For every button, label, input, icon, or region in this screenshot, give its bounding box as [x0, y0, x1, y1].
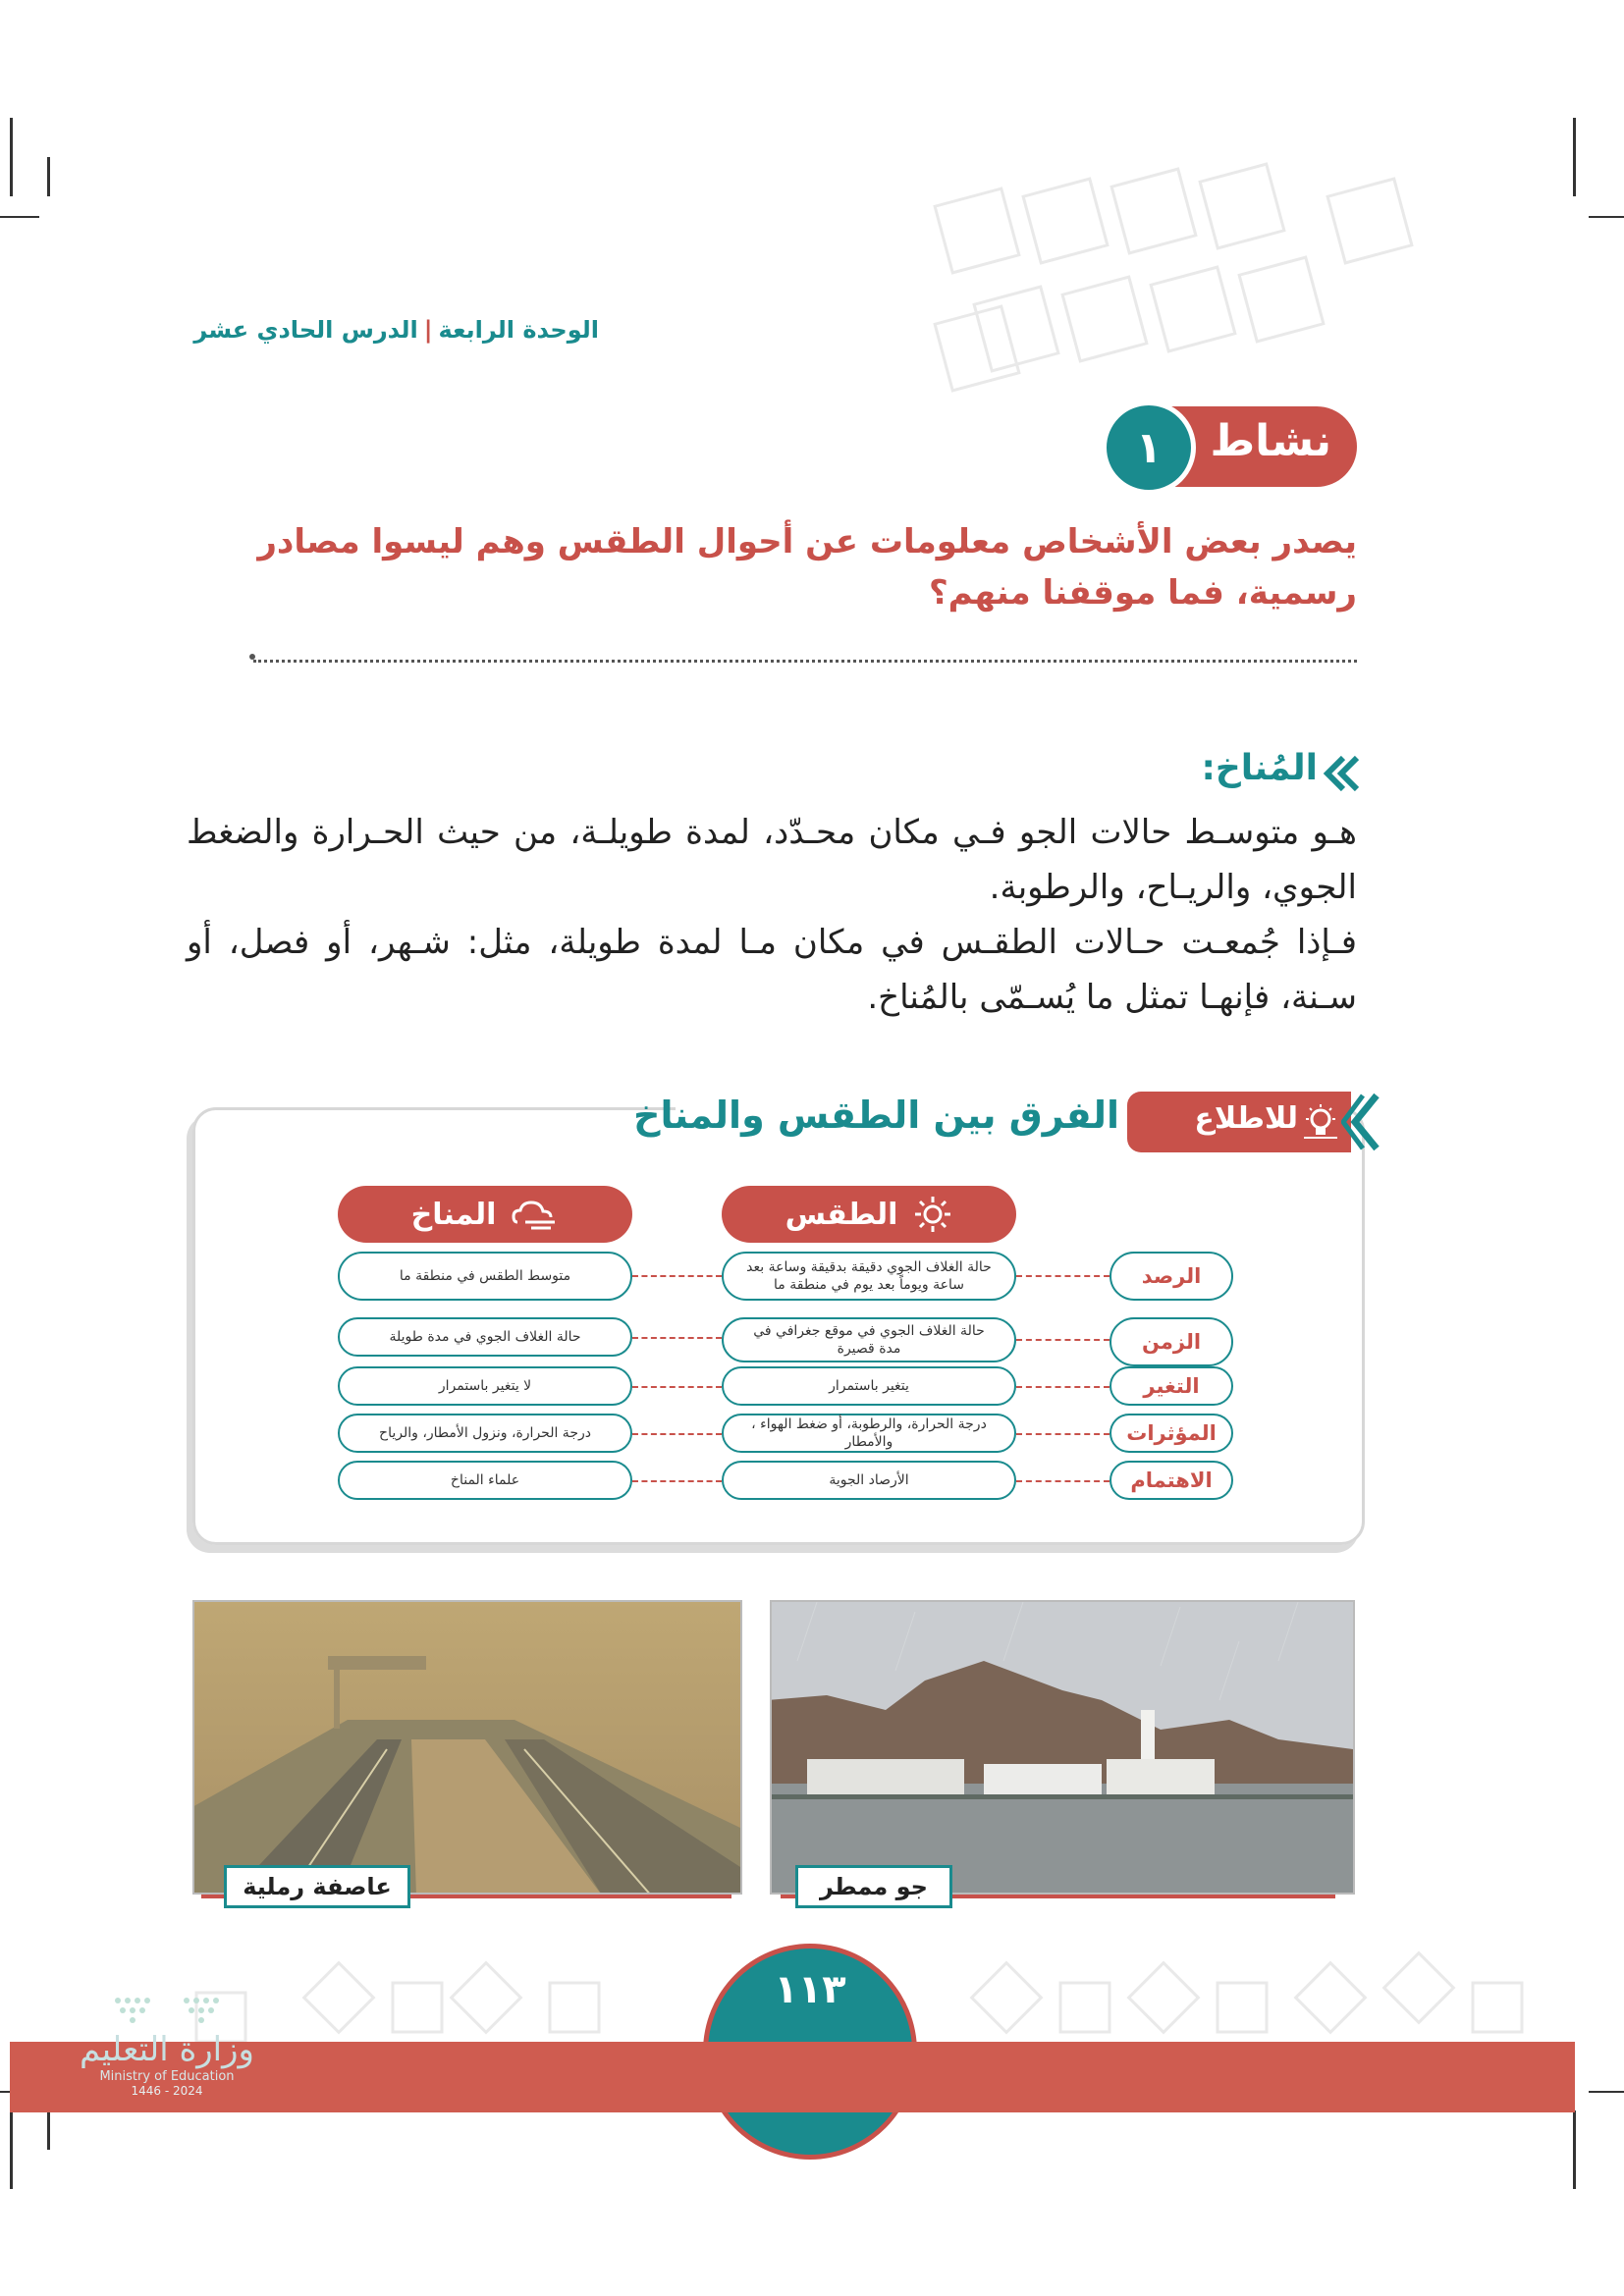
breadcrumb-separator: |	[423, 316, 433, 344]
rainy-caption: جو ممطر	[795, 1865, 952, 1908]
weather-cell: حالة الغلاف الجوي دقيقة بدقيقة وساعة بعد ساعة ويوماً بعد يوم في منطقة ما	[722, 1252, 1016, 1301]
crop-mark	[10, 118, 13, 196]
info-box-title: الفرق بين الطقس والمناخ	[633, 1094, 1119, 1137]
crop-mark	[1573, 2110, 1576, 2189]
definition-paragraph: فـإذا جُمعـت حـالات الطقـس في مكان مـا لمدة طويلة، مثل: شـهر، أو فصل، أو سـنة، فإنهـا تمثل ما يُسـمّى بالمُناخ.	[187, 923, 1357, 1017]
rainy-photo	[770, 1600, 1355, 1895]
crop-mark	[0, 216, 39, 218]
sandstorm-caption: عاصفة رملية	[224, 1865, 410, 1908]
breadcrumb-lesson: الدرس الحادي عشر	[193, 316, 418, 344]
weather-column-header	[722, 1186, 1016, 1243]
ministry-year: 2024 - 1446	[131, 2084, 203, 2098]
page-number: ١١٣	[774, 1967, 846, 2012]
crop-mark	[1573, 118, 1576, 196]
sandstorm-photo	[192, 1600, 742, 1895]
row-label: الرصد	[1110, 1252, 1233, 1301]
rainy-image	[770, 1602, 1353, 1895]
answer-line[interactable]	[253, 660, 1357, 663]
ministry-subtitle: Ministry of Education	[99, 2069, 235, 2084]
breadcrumb	[187, 316, 599, 344]
activity-label: نشاط	[1210, 416, 1331, 466]
crop-mark	[1589, 2091, 1624, 2093]
row-label: المؤثرات	[1110, 1414, 1233, 1453]
row-label: التغير	[1110, 1366, 1233, 1406]
double-chevron-icon	[1322, 756, 1359, 791]
activity-number: ١	[1102, 400, 1196, 495]
weather-cell: الأرصاد الجوية	[722, 1461, 1016, 1500]
ministry-name: وزارة التعليم	[80, 2030, 254, 2069]
crop-mark	[47, 157, 50, 196]
climate-cell: حالة الغلاف الجوي في مدة طويلة	[338, 1317, 632, 1357]
connector-line	[632, 1433, 722, 1435]
lightbulb-icon	[1302, 1103, 1339, 1141]
crop-mark	[10, 2110, 13, 2189]
weather-cell: درجة الحرارة، والرطوبة، أو ضغط الهواء ، والأمطار	[722, 1414, 1016, 1453]
sandstorm-image	[192, 1602, 740, 1895]
info-tab-label: للاطلاع	[1194, 1101, 1298, 1136]
climate-header-label: المناخ	[410, 1197, 497, 1232]
connector-line	[1016, 1480, 1110, 1482]
ministry-dots-icon	[88, 1993, 245, 2026]
activity-question: يصدر بعض الأشخاص معلومات عن أحوال الطقس وهم ليسوا مصادر رسمية، فما موقفنا منهم؟	[257, 522, 1357, 613]
connector-line	[1016, 1433, 1110, 1435]
climate-column-header	[338, 1186, 632, 1243]
climate-cell: متوسط الطقس في منطقة ما	[338, 1252, 632, 1301]
answer-line-end	[249, 654, 255, 660]
climate-cell: درجة الحرارة، ونزول الأمطار، والرياح	[338, 1414, 632, 1453]
double-chevron-icon	[1341, 1092, 1380, 1152]
weather-header-label: الطقس	[785, 1197, 898, 1232]
definition-paragraph: هـو متوسـط حالات الجو فـي مكان محـدّد، لمدة طويلـة، من حيث الحـرارة والضغط الجوي، والريـاح، والرطوبة.	[187, 813, 1357, 907]
section-title: المُناخ:	[1201, 748, 1318, 788]
info-tab	[1127, 1092, 1351, 1152]
crop-mark	[47, 2110, 50, 2150]
cloud-wind-icon	[512, 1197, 559, 1232]
climate-cell: علماء المناخ	[338, 1461, 632, 1500]
ministry-logo	[59, 1993, 275, 2098]
row-label: الاهتمام	[1110, 1461, 1233, 1500]
connector-line	[1016, 1275, 1110, 1277]
connector-line	[1016, 1339, 1110, 1341]
breadcrumb-unit: الوحدة الرابعة	[438, 316, 599, 344]
climate-cell: لا يتغير باستمرار	[338, 1366, 632, 1406]
weather-cell: حالة الغلاف الجوي في موقع جغرافي في مدة قصيرة	[722, 1317, 1016, 1362]
connector-line	[632, 1386, 722, 1388]
row-label: الزمن	[1110, 1317, 1233, 1366]
climate-heading	[1159, 746, 1359, 801]
sun-icon	[913, 1195, 952, 1234]
climate-definition	[187, 805, 1357, 1025]
crop-mark	[1589, 216, 1624, 218]
connector-line	[1016, 1386, 1110, 1388]
connector-line	[632, 1480, 722, 1482]
connector-line	[632, 1337, 722, 1339]
weather-cell: يتغير باستمرار	[722, 1366, 1016, 1406]
connector-line	[632, 1275, 722, 1277]
